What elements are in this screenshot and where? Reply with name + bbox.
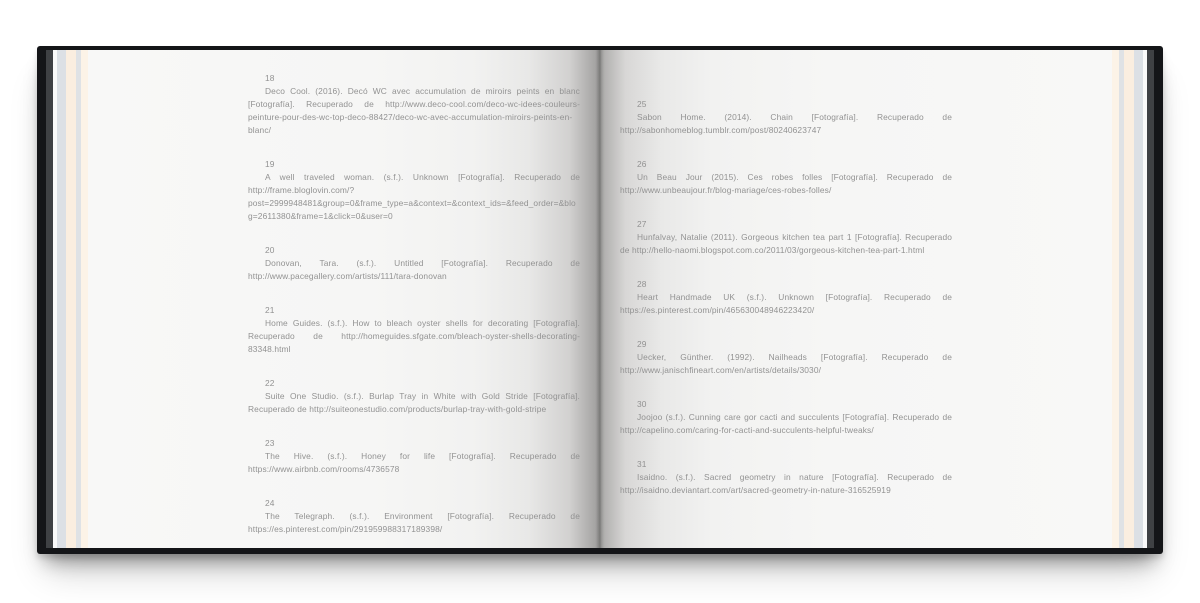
reference-entry [248, 437, 580, 476]
entry-citation: Joojoo (s.f.). Cunning care gor cacti and succulents [Fotografía]. Recuperado de http://capelino.com/caring-for-cacti-and-succulents-helpful-tweaks/ [620, 412, 952, 435]
page-edges-right [1112, 50, 1154, 548]
entry-citation: Hunfalvay, Natalie (2011). Gorgeous kitchen tea part 1 [Fotografía]. Recuperado de http://hello-naomi.blogspot.com.co/2011/03/gorgeous-kitchen-tea-part-1.html [620, 232, 952, 255]
page-spread [88, 50, 1112, 548]
entry-number: 28 [637, 279, 647, 289]
entry-citation: Heart Handmade UK (s.f.). Unknown [Fotografía]. Recuperado de https://es.pinterest.com/pin/465630048946223420/ [620, 292, 952, 315]
entry-citation: The Hive. (s.f.). Honey for life [Fotografía]. Recuperado de https://www.airbnb.com/rooms/4736578 [248, 451, 580, 474]
left-page-column [248, 72, 580, 557]
entry-citation: Donovan, Tara. (s.f.). Untitled [Fotografía]. Recuperado de http://www.pacegallery.com/artists/111/tara-donovan [248, 258, 580, 281]
reference-entry [620, 218, 952, 257]
entry-number: 26 [637, 159, 647, 169]
entry-citation: Sabon Home. (2014). Chain [Fotografía]. Recuperado de http://sabonhomeblog.tumblr.com/post/80240623747 [620, 112, 952, 135]
reference-entry [248, 244, 580, 283]
reference-entry [248, 377, 580, 416]
entry-citation: Suite One Studio. (s.f.). Burlap Tray in White with Gold Stride [Fotografía]. Recuperado de http://suiteonestudio.com/products/burlap-tray-with-gold-stripe [248, 391, 580, 414]
entry-number: 24 [265, 498, 275, 508]
entry-citation: Un Beau Jour (2015). Ces robes folles [Fotografía]. Recuperado de http://www.unbeaujour.fr/blog-mariage/ces-robes-folles/ [620, 172, 952, 195]
reference-entry [620, 338, 952, 377]
reference-entry [620, 98, 952, 137]
entry-number: 20 [265, 245, 275, 255]
spine-gutter-shadow [596, 50, 604, 548]
book [37, 46, 1163, 554]
reference-entry [248, 304, 580, 356]
entry-number: 31 [637, 459, 647, 469]
entry-number: 22 [265, 378, 275, 388]
entry-number: 29 [637, 339, 647, 349]
reference-entry [620, 278, 952, 317]
reference-entry [620, 398, 952, 437]
entry-citation: The Telegraph. (s.f.). Environment [Fotografía]. Recuperado de https://es.pinterest.com/pin/291959988317189398/ [248, 511, 580, 534]
entry-number: 23 [265, 438, 275, 448]
reference-entry [248, 497, 580, 536]
page-edges-left [46, 50, 88, 548]
entry-number: 18 [265, 73, 275, 83]
reference-entry [620, 458, 952, 497]
entry-citation: Uecker, Günther. (1992). Nailheads [Fotografía]. Recuperado de http://www.janischfineart.com/en/artists/details/3030/ [620, 352, 952, 375]
reference-entry [620, 158, 952, 197]
entry-citation: Home Guides. (s.f.). How to bleach oyster shells for decorating [Fotografía]. Recuperado de http://homeguides.sfgate.com/bleach-oyster-shells-decorating-83348.html [248, 318, 580, 354]
entry-citation: A well traveled woman. (s.f.). Unknown [Fotografía]. Recuperado de http://frame.bloglovin.com/?post=2999948481&group=0&frame_type=a&context=&context_ids=&feed_order=&blog=2611380&frame=1&click=0&user=0 [248, 172, 580, 221]
entry-citation: Isaidno. (s.f.). Sacred geometry in nature [Fotografía]. Recuperado de http://isaidno.deviantart.com/art/sacred-geometry-in-nature-316525919 [620, 472, 952, 495]
entry-citation: Deco Cool. (2016). Decó WC avec accumulation de miroirs peints en blanc [Fotografía]. Recuperado de http://www.deco-cool.com/deco-wc-idees-couleurs-peinture-pour-des-wc-top-deco-88427/deco-wc-avec-accumulation-miroirs-peints-en-blanc/ [248, 86, 580, 135]
entry-number: 27 [637, 219, 647, 229]
entry-number: 25 [637, 99, 647, 109]
reference-entry [248, 72, 580, 137]
page-stack [46, 50, 1154, 548]
right-page-column [620, 98, 952, 518]
reference-entry [248, 158, 580, 223]
entry-number: 21 [265, 305, 275, 315]
entry-number: 19 [265, 159, 275, 169]
entry-number: 30 [637, 399, 647, 409]
